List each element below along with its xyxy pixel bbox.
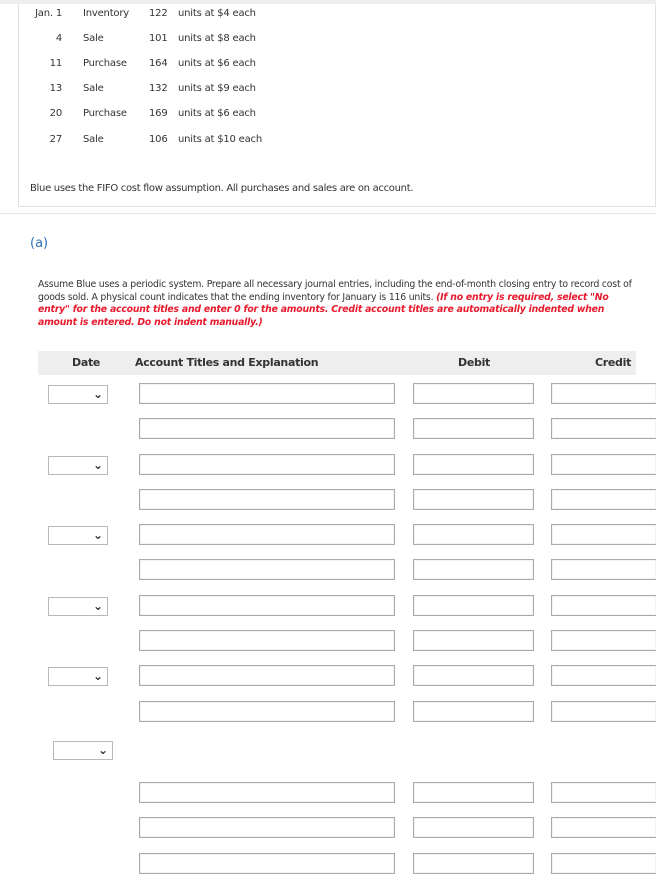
instructions-text: Assume Blue uses a periodic system. Prepare all necessary journal entries, including the end-of-month closing entry to record cost of goods sold. A physical count indicates that the ending inventory for January is 116 units.	[38, 279, 632, 303]
credit-input[interactable]	[551, 595, 656, 616]
debit-input[interactable]	[413, 701, 534, 722]
inventory-units: 132	[149, 83, 168, 94]
inventory-date: 27	[49, 134, 62, 145]
chevron-down-icon: ⌄	[97, 743, 108, 757]
account-title-input[interactable]	[139, 454, 395, 475]
debit-input[interactable]	[413, 630, 534, 651]
account-title-input[interactable]	[139, 665, 395, 686]
header-account: Account Titles and Explanation	[135, 356, 319, 369]
date-select[interactable]	[48, 597, 108, 616]
fifo-assumption: Blue uses the FIFO cost flow assumption. All purchases and sales are on account.	[30, 183, 414, 194]
journal-header	[38, 351, 636, 375]
inventory-detail: units at $8 each	[178, 33, 256, 44]
date-select[interactable]	[48, 456, 108, 475]
inventory-type: Sale	[83, 134, 104, 145]
chevron-down-icon: ⌄	[92, 387, 103, 401]
debit-input[interactable]	[413, 489, 534, 510]
credit-input[interactable]	[551, 817, 656, 838]
credit-input[interactable]	[551, 665, 656, 686]
credit-input[interactable]	[551, 559, 656, 580]
inventory-units: 101	[149, 33, 168, 44]
account-title-input[interactable]	[139, 524, 395, 545]
credit-input[interactable]	[551, 524, 656, 545]
credit-input[interactable]	[551, 383, 656, 404]
inventory-type: Sale	[83, 33, 104, 44]
debit-input[interactable]	[413, 595, 534, 616]
chevron-down-icon: ⌄	[92, 599, 103, 613]
account-title-input[interactable]	[139, 782, 395, 803]
inventory-detail: units at $9 each	[178, 83, 256, 94]
account-title-input[interactable]	[139, 383, 395, 404]
account-title-input[interactable]	[139, 418, 395, 439]
account-title-input[interactable]	[139, 595, 395, 616]
credit-input[interactable]	[551, 782, 656, 803]
inventory-detail: units at $10 each	[178, 134, 262, 145]
problem-card	[18, 4, 656, 207]
debit-input[interactable]	[413, 418, 534, 439]
debit-input[interactable]	[413, 383, 534, 404]
inventory-units: 169	[149, 108, 168, 119]
inventory-units: 106	[149, 134, 168, 145]
credit-input[interactable]	[551, 454, 656, 475]
inventory-type: Purchase	[83, 58, 127, 69]
header-credit: Credit	[595, 356, 632, 369]
account-title-input[interactable]	[139, 559, 395, 580]
date-select[interactable]	[48, 385, 108, 404]
credit-input[interactable]	[551, 701, 656, 722]
inventory-units: 122	[149, 8, 168, 19]
credit-input[interactable]	[551, 853, 656, 874]
inventory-detail: units at $6 each	[178, 108, 256, 119]
chevron-down-icon: ⌄	[92, 669, 103, 683]
inventory-detail: units at $4 each	[178, 8, 256, 19]
inventory-type: Purchase	[83, 108, 127, 119]
credit-input[interactable]	[551, 418, 656, 439]
section-divider	[0, 213, 656, 214]
chevron-down-icon: ⌄	[92, 528, 103, 542]
inventory-date: Jan. 1	[35, 8, 62, 19]
inventory-date: 20	[49, 108, 62, 119]
inventory-date: 4	[55, 33, 62, 44]
debit-input[interactable]	[413, 524, 534, 545]
account-title-input[interactable]	[139, 489, 395, 510]
inventory-type: Sale	[83, 83, 104, 94]
inventory-date: 11	[49, 58, 62, 69]
instructions	[38, 279, 636, 329]
date-select[interactable]	[48, 667, 108, 686]
inventory-type: Inventory	[83, 8, 129, 19]
debit-input[interactable]	[413, 665, 534, 686]
inventory-detail: units at $6 each	[178, 58, 256, 69]
debit-input[interactable]	[413, 817, 534, 838]
header-debit: Debit	[458, 356, 490, 369]
debit-input[interactable]	[413, 853, 534, 874]
header-date: Date	[72, 356, 101, 369]
inventory-units: 164	[149, 58, 168, 69]
account-title-input[interactable]	[139, 817, 395, 838]
credit-input[interactable]	[551, 489, 656, 510]
date-select[interactable]	[48, 526, 108, 545]
credit-input[interactable]	[551, 630, 656, 651]
debit-input[interactable]	[413, 782, 534, 803]
debit-input[interactable]	[413, 559, 534, 580]
part-label: (a)	[30, 236, 49, 251]
chevron-down-icon: ⌄	[92, 458, 103, 472]
date-select[interactable]	[53, 741, 113, 760]
debit-input[interactable]	[413, 454, 534, 475]
account-title-input[interactable]	[139, 701, 395, 722]
instructions-note: (If no entry is required, select "No entry" for the account titles and enter 0 for the amounts. Credit account titles are automatically indented when amount is entered. Do not indent manually.)	[38, 291, 609, 328]
account-title-input[interactable]	[139, 630, 395, 651]
inventory-date: 13	[49, 83, 62, 94]
account-title-input[interactable]	[139, 853, 395, 874]
